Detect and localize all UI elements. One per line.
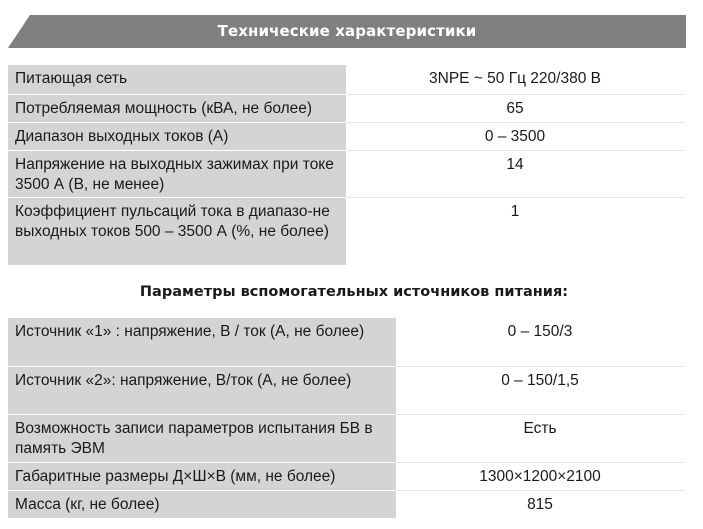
spec-value: 65	[346, 94, 684, 122]
table-row	[8, 150, 684, 197]
section-title: Технические характеристики	[217, 22, 477, 40]
aux-specs-table	[8, 318, 684, 518]
spec-label: Возможность записи параметров испытания БВ в память ЭВМ	[8, 414, 396, 462]
spec-value: 1300×1200×2100	[396, 462, 684, 490]
spec-value: 3NPE ~ 50 Гц 220/380 В	[346, 65, 684, 94]
spec-value: 0 – 150/3	[396, 318, 684, 366]
main-specs-table	[8, 65, 684, 265]
table-row	[8, 94, 684, 122]
spec-label: Источник «2»: напряжение, В/ток (А, не более)	[8, 366, 396, 414]
spec-value: Есть	[396, 414, 684, 462]
spec-label: Диапазон выходных токов (А)	[8, 122, 346, 150]
spec-value: 1	[510, 202, 520, 220]
spec-value: 14	[346, 150, 684, 197]
spec-value: 0 – 3500	[346, 122, 684, 150]
spec-value: 815	[527, 495, 553, 513]
table-row	[8, 122, 684, 150]
spec-label: Напряжение на выходных зажимах при токе 3500 А (В, не менее)	[8, 150, 346, 197]
aux-section-title: Параметры вспомогательных источников питания:	[139, 284, 569, 300]
spec-label: Питающая сеть	[8, 65, 346, 94]
table-row	[8, 462, 684, 490]
spec-label: Масса (кг, не более)	[8, 490, 396, 518]
spec-label: Потребляемая мощность (кВА, не более)	[8, 94, 346, 122]
spec-label: Источник «1» : напряжение, В / ток (А, не более)	[8, 318, 396, 366]
spec-label: Коэффициент пульсаций тока в диапазо-не выходных токов 500 – 3500 А (%, не более)	[8, 197, 346, 265]
spec-label: Габаритные размеры Д×Ш×В (мм, не более)	[8, 462, 396, 490]
table-row	[8, 490, 684, 518]
table-row	[8, 65, 684, 94]
table-row	[8, 414, 684, 462]
section-header	[8, 15, 686, 48]
spec-value: 0 – 150/1,5	[396, 366, 684, 414]
table-row	[8, 197, 684, 265]
table-row	[8, 366, 684, 414]
table-row	[8, 318, 684, 366]
